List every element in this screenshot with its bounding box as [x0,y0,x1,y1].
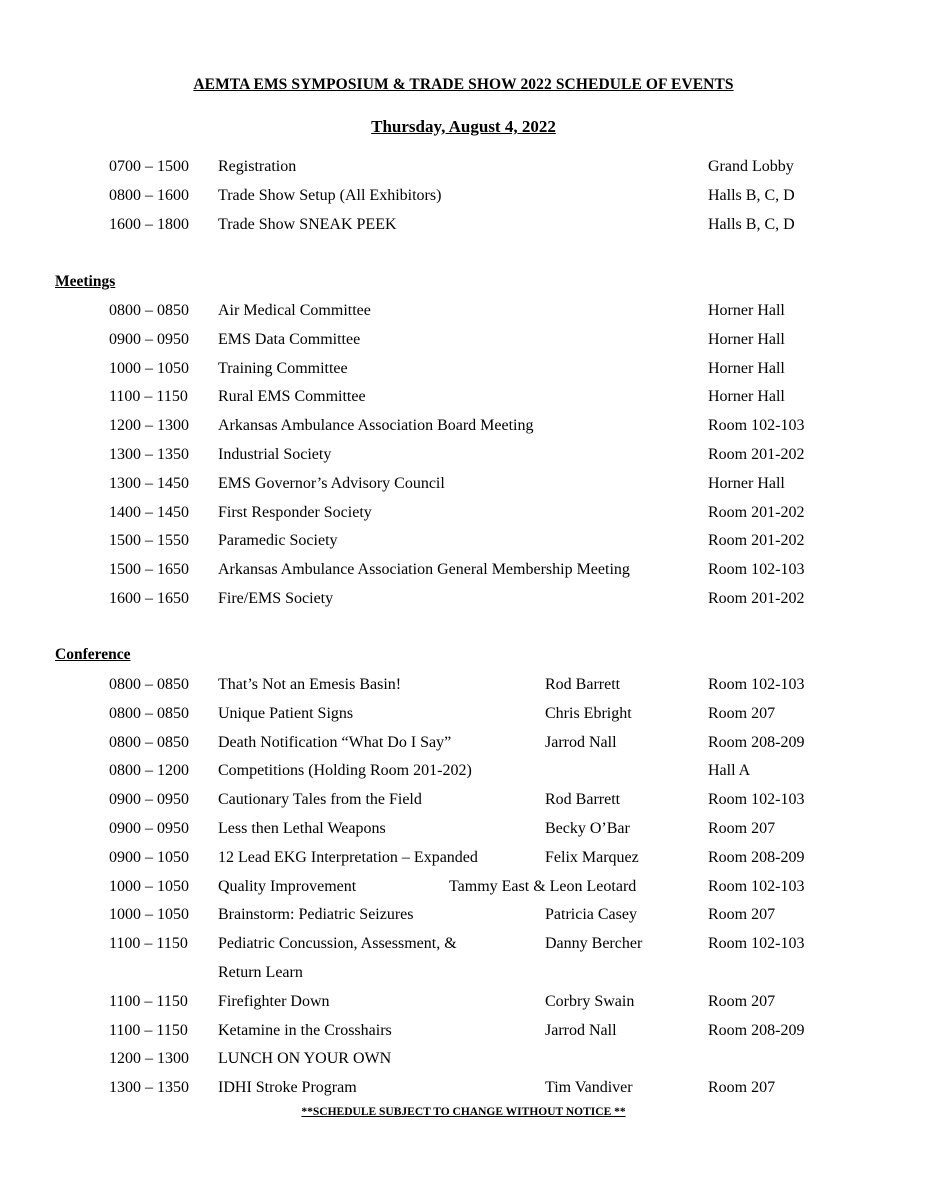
schedule-row [0,473,927,495]
schedule-row [0,300,927,322]
speaker-cell: Jarrod Nall [545,733,617,751]
location-cell: Hall A [708,762,751,780]
event-cell: EMS Data Committee [218,330,361,348]
schedule-row [0,904,927,926]
time-cell: 0700 – 1500 [109,158,189,175]
time-cell: 0900 – 0950 [109,791,189,809]
schedule-row [0,588,927,610]
location-cell: Room 207 [708,1079,776,1097]
location-cell: Room 201-202 [708,503,805,521]
schedule-row [0,559,927,581]
location-cell: Room 207 [708,704,776,722]
event-cell: LUNCH ON YOUR OWN [218,1050,392,1068]
schedule-row [0,933,927,955]
schedule-row [0,732,927,754]
location-cell: Grand Lobby [708,158,794,175]
time-cell: 1300 – 1350 [109,1079,189,1097]
meetings-heading: Meetings [55,273,116,290]
location-cell: Room 201-202 [708,590,805,607]
location-cell: Room 102-103 [708,877,805,895]
time-cell: 1000 – 1050 [109,359,189,377]
time-cell: 1100 – 1150 [109,992,188,1010]
event-cell: Cautionary Tales from the Field [218,791,422,809]
event-cell: Pediatric Concussion, Assessment, & [218,935,457,953]
time-cell: 0800 – 0850 [109,704,189,722]
schedule-row [0,444,927,466]
schedule-date: Thursday, August 4, 2022 [371,117,556,136]
location-cell: Halls B, C, D [708,186,795,204]
time-cell: 1000 – 1050 [109,906,189,924]
schedule-row [0,789,927,811]
schedule-row [0,358,927,380]
location-cell: Room 102-103 [708,417,805,435]
time-cell: 0800 – 0850 [109,676,189,693]
event-cell: Air Medical Committee [218,302,371,319]
time-cell: 0900 – 0950 [109,820,189,837]
time-cell: 1000 – 1050 [109,877,189,895]
location-cell: Room 201-202 [708,532,805,550]
time-cell: 1200 – 1300 [109,417,189,435]
schedule-row [0,214,927,236]
speaker-cell: Danny Bercher [545,935,643,953]
location-cell: Halls B, C, D [708,215,795,233]
location-cell: Room 102-103 [708,561,805,579]
schedule-row [0,674,927,696]
event-cell: Arkansas Ambulance Association Board Meeting [218,417,534,435]
time-cell: 1500 – 1550 [109,532,189,550]
speaker-cell: Chris Ebright [545,704,632,722]
event-cell: Ketamine in the Crosshairs [218,1021,392,1039]
event-cell: Industrial Society [218,446,332,463]
schedule-row [0,760,927,782]
schedule-row [0,502,927,524]
location-cell: Room 207 [708,820,776,837]
location-cell: Room 207 [708,906,776,924]
event-cell: Unique Patient Signs [218,704,354,722]
speaker-cell: Felix Marquez [545,848,639,866]
location-cell: Room 207 [708,992,776,1010]
schedule-row [0,876,927,898]
schedule-row [0,818,927,840]
schedule-row [0,991,927,1013]
event-cell: Trade Show Setup (All Exhibitors) [218,186,442,204]
location-cell: Room 208-209 [708,733,805,751]
schedule-row [0,703,927,725]
time-cell: 1200 – 1300 [109,1050,189,1068]
schedule-row [0,847,927,869]
speaker-cell: Becky O’Bar [545,820,630,837]
location-cell: Horner Hall [708,474,785,492]
speaker-cell: Tammy East & Leon Leotard [449,877,637,895]
event-cell: Firefighter Down [218,992,330,1010]
document-title: AEMTA EMS SYMPOSIUM & TRADE SHOW 2022 SCHEDULE OF EVENTS [193,76,734,93]
event-cell: Training Committee [218,359,348,377]
time-cell: 1100 – 1150 [109,935,188,953]
event-cell: EMS Governor’s Advisory Council [218,474,445,492]
event-cell: Rural EMS Committee [218,388,366,406]
event-cell: Death Notification “What Do I Say” [218,733,452,751]
time-cell: 0800 – 0850 [109,302,189,319]
location-cell: Room 102-103 [708,791,805,809]
time-cell: 0900 – 0950 [109,330,189,348]
speaker-cell: Rod Barrett [545,791,621,809]
schedule-row [0,962,927,984]
location-cell: Room 102-103 [708,676,805,693]
time-cell: 1100 – 1150 [109,388,188,406]
event-cell: Brainstorm: Pediatric Seizures [218,906,414,924]
event-cell: Paramedic Society [218,532,338,550]
location-cell: Horner Hall [708,330,785,348]
location-cell: Horner Hall [708,302,785,319]
location-cell: Horner Hall [708,359,785,377]
event-cell: Arkansas Ambulance Association General Membership Meeting [218,561,630,579]
speaker-cell: Corbry Swain [545,992,635,1010]
speaker-cell: Tim Vandiver [545,1079,633,1097]
schedule-row [0,329,927,351]
location-cell: Horner Hall [708,388,785,406]
event-cell: Registration [218,158,297,175]
time-cell: 0900 – 1050 [109,848,189,866]
event-cell: That’s Not an Emesis Basin! [218,676,402,693]
event-cell: Trade Show SNEAK PEEK [218,215,397,233]
schedule-row [0,156,927,178]
schedule-row [0,1048,927,1070]
time-cell: 1600 – 1650 [109,590,189,607]
event-cell: Competitions (Holding Room 201-202) [218,762,472,780]
time-cell: 1500 – 1650 [109,561,189,579]
event-cell: IDHI Stroke Program [218,1079,357,1097]
conference-heading: Conference [55,646,131,663]
event-cell: Quality Improvement [218,877,357,895]
schedule-row [0,386,927,408]
speaker-cell: Rod Barrett [545,676,621,693]
speaker-cell: Patricia Casey [545,906,637,924]
time-cell: 0800 – 0850 [109,733,189,751]
time-cell: 1300 – 1450 [109,474,189,492]
time-cell: 1600 – 1800 [109,215,189,233]
schedule-row [0,1077,927,1099]
time-cell: 1300 – 1350 [109,446,189,463]
time-cell: 1100 – 1150 [109,1021,188,1039]
schedule-row [0,185,927,207]
location-cell: Room 208-209 [708,848,805,866]
location-cell: Room 102-103 [708,935,805,953]
location-cell: Room 201-202 [708,446,805,463]
event-cell: Less then Lethal Weapons [218,820,386,837]
event-cell: 12 Lead EKG Interpretation – Expanded [218,848,478,866]
time-cell: 0800 – 1600 [109,186,189,204]
event-cell: Fire/EMS Society [218,590,334,607]
time-cell: 0800 – 1200 [109,762,189,780]
event-cell: Return Learn [218,964,303,981]
schedule-row [0,530,927,552]
event-cell: First Responder Society [218,503,372,521]
speaker-cell: Jarrod Nall [545,1021,617,1039]
location-cell: Room 208-209 [708,1021,805,1039]
schedule-disclaimer: **SCHEDULE SUBJECT TO CHANGE WITHOUT NOTICE ** [301,1106,626,1118]
time-cell: 1400 – 1450 [109,503,189,521]
schedule-row [0,1020,927,1042]
schedule-row [0,415,927,437]
